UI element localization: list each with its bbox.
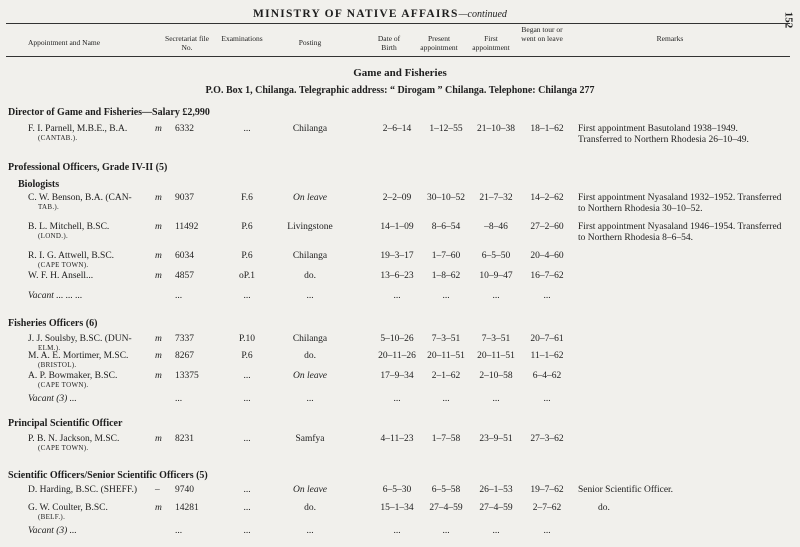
first-appointment: ... <box>492 291 500 301</box>
present-appointment: 6–5–58 <box>431 485 461 495</box>
sex: m <box>155 503 162 513</box>
officer-name: F. I. Parnell, M.B.E., B.A. (CANTAB.). <box>28 124 128 142</box>
sex: m <box>155 351 162 361</box>
first-appointment: ... <box>492 394 500 404</box>
sex: m <box>155 334 162 344</box>
remarks: Senior Scientific Officer. <box>578 485 674 495</box>
present-appointment: 8–6–54 <box>431 222 461 232</box>
present-appointment: 2–1–62 <box>431 371 461 381</box>
first-appointment: 10–9–47 <box>479 271 513 281</box>
date-of-birth: ... <box>393 526 401 536</box>
examinations: ... <box>243 124 251 134</box>
page-title-suffix: —continued <box>458 9 507 20</box>
date-of-birth: 4–11–23 <box>380 434 414 444</box>
present-appointment: 1–7–58 <box>431 434 461 444</box>
began-tour: 20–7–61 <box>530 334 564 344</box>
section-principal: Principal Scientific Officer <box>8 418 123 429</box>
examinations: ... <box>243 485 251 495</box>
sex: m <box>155 222 162 232</box>
officer-name: Vacant ... ... ... <box>28 291 83 301</box>
posting: On leave <box>292 193 328 203</box>
began-tour: ... <box>543 394 551 404</box>
present-appointment: 30–10–52 <box>427 193 465 203</box>
remarks: First appointment Nyasaland 1946–1954. Transferred to Northern Rhodesia 8–6–54. <box>578 222 782 243</box>
officer-name: B. L. Mitchell, B.SC. (LOND.). <box>28 222 110 240</box>
remarks: First appointment Basutoland 1938–1949. Transferred to Northern Rhodesia 26–10–49. <box>578 124 749 145</box>
examinations: ... <box>243 526 251 536</box>
col-remarks: Remarks <box>656 34 684 43</box>
began-tour: 6–4–62 <box>532 371 562 381</box>
date-of-birth: 2–2–09 <box>382 193 412 203</box>
file-no: 6332 <box>175 124 194 134</box>
col-appointment: Appointment and Name <box>28 38 101 47</box>
posting: do. <box>304 351 316 361</box>
officer-name: D. Harding, B.SC. (SHEFF.) <box>28 485 138 495</box>
file-no: ... <box>175 526 183 536</box>
examinations: ... <box>243 371 251 381</box>
examinations: P.6 <box>241 351 253 361</box>
posting: Chilanga <box>292 251 328 261</box>
present-appointment: 1–7–60 <box>431 251 461 261</box>
sex: – <box>155 485 160 495</box>
department-heading: Game and Fisheries <box>353 67 447 79</box>
present-appointment: ... <box>442 526 450 536</box>
officer-name: M. A. E. Mortimer, M.SC. (BRISTOL). <box>28 351 129 369</box>
file-no: 9740 <box>175 485 194 495</box>
file-no: 6034 <box>175 251 194 261</box>
examinations: P.6 <box>241 222 253 232</box>
began-tour: ... <box>543 291 551 301</box>
section-scientific: Scientific Officers/Senior Scientific Officers (5) <box>8 470 208 481</box>
remarks: do. <box>598 503 610 513</box>
department-address: P.O. Box 1, Chilanga. Telegraphic address: “ Dirogam ” Chilanga. Telephone: Chilanga 277 <box>205 85 595 96</box>
present-appointment: 27–4–59 <box>429 503 463 513</box>
section-director: Director of Game and Fisheries—Salary £2,990 <box>8 107 210 118</box>
first-appointment: 6–5–50 <box>481 251 511 261</box>
col-first: First appointment <box>472 34 510 52</box>
col-exams: Examinations <box>221 34 263 43</box>
began-tour: 27–3–62 <box>530 434 564 444</box>
began-tour: 19–7–62 <box>530 485 564 495</box>
date-of-birth: ... <box>393 291 401 301</box>
page-number: 152 <box>781 11 794 29</box>
first-appointment: 23–9–51 <box>479 434 513 444</box>
examinations: ... <box>243 503 251 513</box>
examinations: F.6 <box>241 193 253 203</box>
subsection-biologists: Biologists <box>18 179 60 190</box>
first-appointment: 27–4–59 <box>479 503 513 513</box>
began-tour: 20–4–60 <box>530 251 564 261</box>
posting: ... <box>306 291 314 301</box>
col-present: Present appointment <box>420 34 458 52</box>
col-began: Began tour or went on leave <box>521 25 563 43</box>
began-tour: 18–1–62 <box>530 124 564 134</box>
present-appointment: ... <box>442 291 450 301</box>
present-appointment: 1–8–62 <box>431 271 461 281</box>
sex: m <box>155 371 162 381</box>
began-tour: 11–1–62 <box>530 351 564 361</box>
examinations: P.10 <box>238 334 256 344</box>
sex: m <box>155 251 162 261</box>
examinations: ... <box>243 434 251 444</box>
date-of-birth: 6–5–30 <box>382 485 412 495</box>
examinations: P.6 <box>241 251 253 261</box>
column-header-row <box>0 25 800 55</box>
date-of-birth: ... <box>393 394 401 404</box>
file-no: 9037 <box>175 193 194 203</box>
officer-name: C. W. Benson, B.A. (CAN- TAB.). <box>28 193 132 211</box>
first-appointment: –8–46 <box>484 222 508 232</box>
first-appointment: 21–10–38 <box>477 124 515 134</box>
date-of-birth: 13–6–23 <box>380 271 414 281</box>
sex: m <box>155 124 162 134</box>
date-of-birth: 19–3–17 <box>380 251 414 261</box>
officer-name: R. I. G. Attwell, B.SC. (CAPE TOWN). <box>28 251 115 269</box>
date-of-birth: 2–6–14 <box>382 124 412 134</box>
file-no: 8231 <box>175 434 194 444</box>
officer-name: Vacant (3) ... <box>28 526 77 536</box>
examinations: ... <box>243 394 251 404</box>
posting: On leave <box>292 485 328 495</box>
posting: Chilanga <box>292 334 328 344</box>
officer-name: W. F. H. Ansell... <box>28 271 94 281</box>
posting: do. <box>304 271 316 281</box>
officer-name: Vacant (3) ... <box>28 394 77 404</box>
file-no: 13375 <box>175 371 199 381</box>
file-no: ... <box>175 394 183 404</box>
posting: Chilanga <box>292 124 328 134</box>
file-no: ... <box>175 291 183 301</box>
section-fisheries: Fisheries Officers (6) <box>8 318 98 329</box>
first-appointment: ... <box>492 526 500 536</box>
sex: m <box>155 271 162 281</box>
posting: On leave <box>292 371 328 381</box>
section-professional: Professional Officers, Grade IV-II (5) <box>8 162 168 173</box>
first-appointment: 20–11–51 <box>477 351 515 361</box>
posting: ... <box>306 526 314 536</box>
first-appointment: 21–7–32 <box>479 193 513 203</box>
file-no: 4857 <box>175 271 194 281</box>
date-of-birth: 15–1–34 <box>380 503 414 513</box>
posting: do. <box>304 503 316 513</box>
began-tour: 2–7–62 <box>532 503 562 513</box>
date-of-birth: 17–9–34 <box>380 371 414 381</box>
sex: m <box>155 193 162 203</box>
file-no: 7337 <box>175 334 194 344</box>
col-birth: Date of Birth <box>377 34 401 52</box>
file-no: 11492 <box>175 222 199 232</box>
officer-name: G. W. Coulter, B.SC. (BELF.). <box>28 503 108 521</box>
examinations: ... <box>243 291 251 301</box>
remarks: First appointment Nyasaland 1932–1952. Transferred to Northern Rhodesia 30–10–52. <box>578 193 782 214</box>
officer-name: A. P. Bowmaker, B.SC. (CAPE TOWN). <box>28 371 118 389</box>
examinations: oP.1 <box>238 271 256 281</box>
began-tour: ... <box>543 526 551 536</box>
began-tour: 27–2–60 <box>530 222 564 232</box>
posting: Samfya <box>295 434 325 444</box>
present-appointment: 20–11–51 <box>427 351 465 361</box>
present-appointment: ... <box>442 394 450 404</box>
col-posting: Posting <box>298 38 322 47</box>
present-appointment: 7–3–51 <box>431 334 461 344</box>
page-title <box>0 8 760 20</box>
posting: ... <box>306 394 314 404</box>
officer-name: P. B. N. Jackson, M.SC. (CAPE TOWN). <box>28 434 120 452</box>
header-top-rule <box>6 23 790 24</box>
file-no: 14281 <box>175 503 199 513</box>
present-appointment: 1–12–55 <box>429 124 463 134</box>
date-of-birth: 20–11–26 <box>378 351 416 361</box>
began-tour: 14–2–62 <box>530 193 564 203</box>
header-bottom-rule <box>6 56 790 57</box>
posting: Livingstone <box>287 222 333 232</box>
col-file: Secretariat file No. <box>165 34 209 52</box>
first-appointment: 26–1–53 <box>479 485 513 495</box>
first-appointment: 2–10–58 <box>479 371 513 381</box>
file-no: 8267 <box>175 351 194 361</box>
officer-name: J. J. Soulsby, B.SC. (DUN- ELM.). <box>28 334 132 352</box>
date-of-birth: 5–10–26 <box>380 334 414 344</box>
began-tour: 16–7–62 <box>530 271 564 281</box>
page-title-text: MINISTRY OF NATIVE AFFAIRS <box>253 8 459 20</box>
sex: m <box>155 434 162 444</box>
first-appointment: 7–3–51 <box>481 334 511 344</box>
date-of-birth: 14–1–09 <box>380 222 414 232</box>
